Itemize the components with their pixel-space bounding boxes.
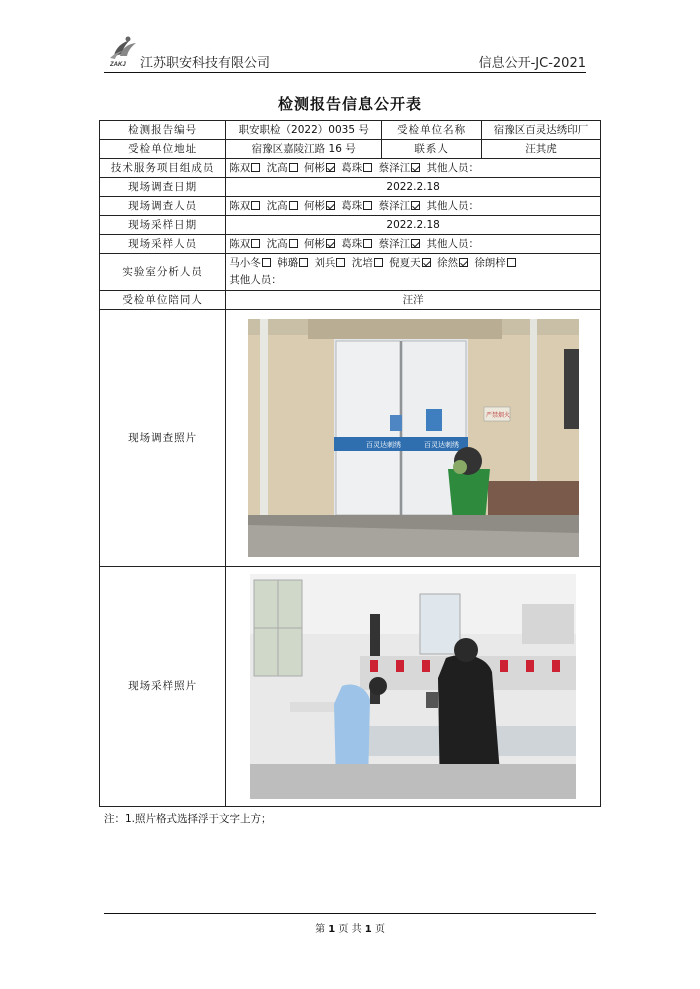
staff-name: 韩璐 bbox=[277, 257, 299, 269]
header-divider bbox=[104, 72, 586, 73]
sampling-date-label: 现场采样日期 bbox=[100, 216, 226, 235]
staff-name: 沈高 bbox=[266, 199, 288, 212]
door-banner-left: 百灵达刺绣 bbox=[365, 441, 401, 449]
staff-entry bbox=[229, 238, 263, 250]
team-members bbox=[226, 159, 601, 178]
info-table bbox=[99, 120, 601, 807]
checked-checkbox-icon bbox=[326, 163, 335, 172]
unchecked-checkbox-icon bbox=[289, 163, 298, 172]
staff-entry bbox=[379, 162, 424, 174]
samplers bbox=[226, 235, 601, 254]
client-name-label: 受检单位名称 bbox=[382, 121, 482, 140]
staff-entry bbox=[304, 238, 338, 250]
staff-entry bbox=[267, 238, 301, 250]
staff-entry bbox=[277, 257, 311, 269]
table-row bbox=[100, 178, 601, 197]
staff-name: 何彬 bbox=[303, 161, 325, 174]
team-label: 技术服务项目组成员 bbox=[100, 159, 226, 178]
lab-staff bbox=[226, 254, 601, 291]
staff-name: 蔡泽江 bbox=[378, 161, 411, 174]
checked-checkbox-icon bbox=[422, 258, 431, 267]
unchecked-checkbox-icon bbox=[289, 239, 298, 248]
client-name-value: 宿豫区百灵达绣印厂 bbox=[482, 121, 601, 140]
checked-checkbox-icon bbox=[326, 201, 335, 210]
staff-name: 葛珠 bbox=[341, 161, 363, 174]
sampling-photo-cell bbox=[226, 567, 601, 807]
unchecked-checkbox-icon bbox=[336, 258, 345, 267]
staff-name: 蔡泽江 bbox=[378, 199, 411, 212]
survey-date-label: 现场调查日期 bbox=[100, 178, 226, 197]
document-code: 信息公开-JC-2021 bbox=[478, 56, 586, 71]
staff-name: 沈高 bbox=[266, 161, 288, 174]
page-label-2: 页 共 bbox=[338, 924, 362, 935]
unchecked-checkbox-icon bbox=[507, 258, 516, 267]
page-number bbox=[0, 920, 700, 935]
staff-name: 葛珠 bbox=[341, 237, 363, 250]
escort-value: 汪洋 bbox=[226, 291, 601, 310]
table-row bbox=[100, 140, 601, 159]
other-personnel-label: 其他人员： bbox=[426, 237, 479, 250]
contact-label: 联系人 bbox=[382, 140, 482, 159]
staff-name: 倪夏天 bbox=[389, 257, 421, 269]
address-label: 受检单位地址 bbox=[100, 140, 226, 159]
checked-checkbox-icon bbox=[411, 163, 420, 172]
unchecked-checkbox-icon bbox=[251, 239, 260, 248]
other-personnel-label: 其他人员： bbox=[426, 161, 479, 174]
checked-checkbox-icon bbox=[411, 239, 420, 248]
staff-entry bbox=[304, 200, 338, 212]
checked-checkbox-icon bbox=[411, 201, 420, 210]
staff-entry bbox=[341, 200, 375, 212]
staff-entry bbox=[304, 162, 338, 174]
page-header bbox=[104, 34, 586, 74]
contact-value: 汪其虎 bbox=[482, 140, 601, 159]
page-label-3: 页 bbox=[374, 924, 385, 935]
company-name: 江苏职安科技有限公司 bbox=[140, 56, 271, 71]
survey-photo-label: 现场调查照片 bbox=[100, 310, 226, 567]
escort-label: 受检单位陪同人 bbox=[100, 291, 226, 310]
logo-text: ZAKJ bbox=[110, 62, 126, 68]
table-row bbox=[100, 254, 601, 291]
unchecked-checkbox-icon bbox=[363, 201, 372, 210]
staff-entry bbox=[474, 257, 519, 269]
survey-photo-cell bbox=[226, 310, 601, 567]
footnote: 注：1.照片格式选择浮于文字上方； bbox=[104, 813, 272, 825]
staff-name: 徐然 bbox=[436, 257, 458, 269]
report-no-label: 检测报告编号 bbox=[100, 121, 226, 140]
staff-entry bbox=[379, 238, 424, 250]
staff-name: 陈双 bbox=[229, 161, 251, 174]
table-row bbox=[100, 159, 601, 178]
staff-entry bbox=[229, 257, 274, 269]
staff-name: 沈培 bbox=[351, 257, 373, 269]
staff-name: 马小冬 bbox=[229, 257, 261, 269]
staff-name: 徐朗梓 bbox=[474, 257, 506, 269]
unchecked-checkbox-icon bbox=[363, 163, 372, 172]
staff-name: 何彬 bbox=[303, 199, 325, 212]
staff-entry bbox=[389, 257, 434, 269]
unchecked-checkbox-icon bbox=[374, 258, 383, 267]
survey-date-value: 2022.2.18 bbox=[226, 178, 601, 197]
wall-sign-text: 严禁烟火 bbox=[485, 412, 510, 419]
sampling-date-value: 2022.2.18 bbox=[226, 216, 601, 235]
sampling-photo-label: 现场采样照片 bbox=[100, 567, 226, 807]
footer-divider bbox=[104, 913, 596, 914]
unchecked-checkbox-icon bbox=[363, 239, 372, 248]
samplers-label: 现场采样人员 bbox=[100, 235, 226, 254]
other-personnel-label: 其他人员： bbox=[426, 199, 479, 212]
staff-entry bbox=[341, 162, 375, 174]
unchecked-checkbox-icon bbox=[251, 201, 260, 210]
table-row bbox=[100, 567, 601, 807]
staff-entry bbox=[267, 200, 301, 212]
staff-entry bbox=[352, 257, 386, 269]
door-banner-right: 百灵达刺绣 bbox=[423, 441, 459, 449]
surveyors bbox=[226, 197, 601, 216]
page-total: 1 bbox=[364, 924, 372, 935]
staff-entry bbox=[341, 238, 375, 250]
checked-checkbox-icon bbox=[326, 239, 335, 248]
survey-photo bbox=[248, 319, 579, 557]
page-label-1: 第 bbox=[315, 924, 326, 935]
staff-name: 陈双 bbox=[229, 199, 251, 212]
report-no-value: 职安职检（2022）0035 号 bbox=[226, 121, 382, 140]
table-row bbox=[100, 235, 601, 254]
staff-name: 蔡泽江 bbox=[378, 237, 411, 250]
page-current: 1 bbox=[328, 924, 336, 935]
unchecked-checkbox-icon bbox=[251, 163, 260, 172]
staff-entry bbox=[437, 257, 471, 269]
staff-entry bbox=[379, 200, 424, 212]
surveyors-label: 现场调查人员 bbox=[100, 197, 226, 216]
checked-checkbox-icon bbox=[459, 258, 468, 267]
table-row bbox=[100, 310, 601, 567]
table-row bbox=[100, 121, 601, 140]
table-row bbox=[100, 216, 601, 235]
unchecked-checkbox-icon bbox=[289, 201, 298, 210]
unchecked-checkbox-icon bbox=[262, 258, 271, 267]
lab-other-personnel: 其他人员： bbox=[229, 274, 282, 286]
staff-entry bbox=[267, 162, 301, 174]
staff-name: 葛珠 bbox=[341, 199, 363, 212]
lab-label: 实验室分析人员 bbox=[100, 254, 226, 291]
staff-name: 刘兵 bbox=[314, 257, 336, 269]
table-row bbox=[100, 291, 601, 310]
table-row bbox=[100, 197, 601, 216]
staff-name: 陈双 bbox=[229, 237, 251, 250]
page-title: 检测报告信息公开表 bbox=[277, 95, 422, 113]
unchecked-checkbox-icon bbox=[299, 258, 308, 267]
sampling-photo bbox=[250, 574, 576, 799]
staff-entry bbox=[229, 200, 263, 212]
staff-entry bbox=[314, 257, 348, 269]
staff-name: 沈高 bbox=[266, 237, 288, 250]
staff-entry bbox=[229, 162, 263, 174]
staff-name: 何彬 bbox=[303, 237, 325, 250]
address-value: 宿豫区嘉陵江路 16 号 bbox=[226, 140, 382, 159]
lab-staff-list bbox=[229, 255, 597, 272]
